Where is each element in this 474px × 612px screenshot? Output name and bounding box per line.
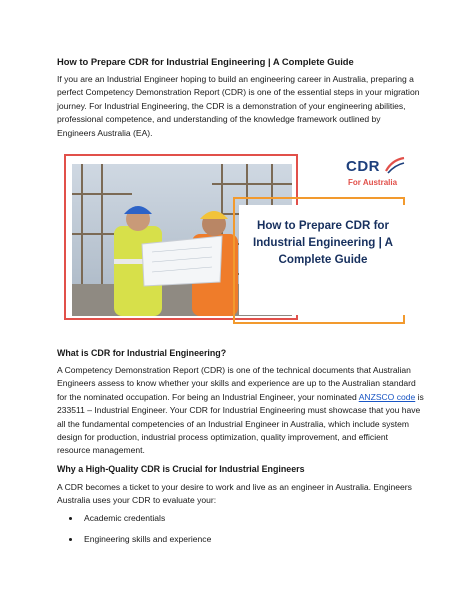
banner-title-line: Complete Guide: [278, 253, 368, 266]
list-item: [57, 533, 211, 554]
intro-line: If you are an Industrial Engineer hoping to build an engineering career in Australia, preparing a: [57, 74, 414, 84]
section2-paragraph: [57, 481, 429, 508]
evaluation-list: [57, 512, 211, 554]
intro-line: perfect Competency Demonstration Report (CDR) is one of the essential steps in your migration: [57, 87, 420, 98]
paragraph-text: for the nominated occupation. For being an Industrial Engineer, your nominated: [57, 391, 357, 402]
bullet-icon: [69, 517, 72, 520]
paragraph-line: A CDR becomes a ticket to your desire to work and live as an engineer in Australia. Engineers: [57, 482, 412, 492]
anzsco-code-link[interactable]: ANZSCO code: [358, 391, 416, 402]
cdr-for-australia-logo: [346, 154, 416, 194]
document-title: How to Prepare CDR for Industrial Engineering | A Complete Guide: [57, 56, 354, 67]
paragraph-line: A Competency Demonstration Report (CDR) is one of the technical documents that Australian: [57, 365, 411, 375]
intro-line: Engineers Australia (EA).: [57, 127, 153, 138]
logo-subtitle: For Australia: [348, 178, 398, 187]
list-item: [57, 512, 211, 533]
banner-title-line: How to Prepare CDR for: [256, 219, 390, 232]
logo-text: CDR: [346, 158, 380, 175]
paragraph-line: 233511 – Industrial Engineer. Your CDR for Industrial Engineering must showcase that you have: [57, 405, 421, 416]
paragraph-line: resource management.: [57, 445, 145, 456]
list-item-text: Engineering skills and experience: [84, 534, 212, 544]
section-heading-what-is-cdr: What is CDR for Industrial Engineering?: [57, 348, 227, 358]
banner-title-card: [239, 205, 405, 315]
intro-line: professional competence, and understanding of the knowledge framework outlined by: [57, 114, 381, 125]
paragraph-line: all the fundamental competencies of an Industrial Engineer in Australia, which include system: [57, 418, 410, 429]
intro-line: journey. For Industrial Engineering, the CDR is a demonstration of your engineering abilities,: [57, 100, 406, 111]
article-banner: [64, 154, 414, 334]
section1-paragraph: [57, 364, 429, 458]
paragraph-line: Engineers assess to know whether your skills and experience are up to the Australian standard: [57, 378, 416, 389]
intro-paragraph: [57, 73, 429, 140]
list-item-text: Academic credentials: [84, 513, 166, 523]
cdr-swoosh-icon: [384, 156, 406, 174]
banner-title-line: Industrial Engineering | A: [252, 236, 394, 249]
section-heading-why-cdr: Why a High-Quality CDR is Crucial for Industrial Engineers: [57, 464, 305, 474]
paragraph-line: [57, 391, 429, 404]
paragraph-line: Australia uses your CDR to evaluate your:: [57, 495, 217, 506]
paragraph-line: design for production, industrial process optimization, quality improvement, and efficient: [57, 432, 388, 443]
paragraph-text: is: [415, 391, 424, 402]
bullet-icon: [69, 538, 72, 541]
